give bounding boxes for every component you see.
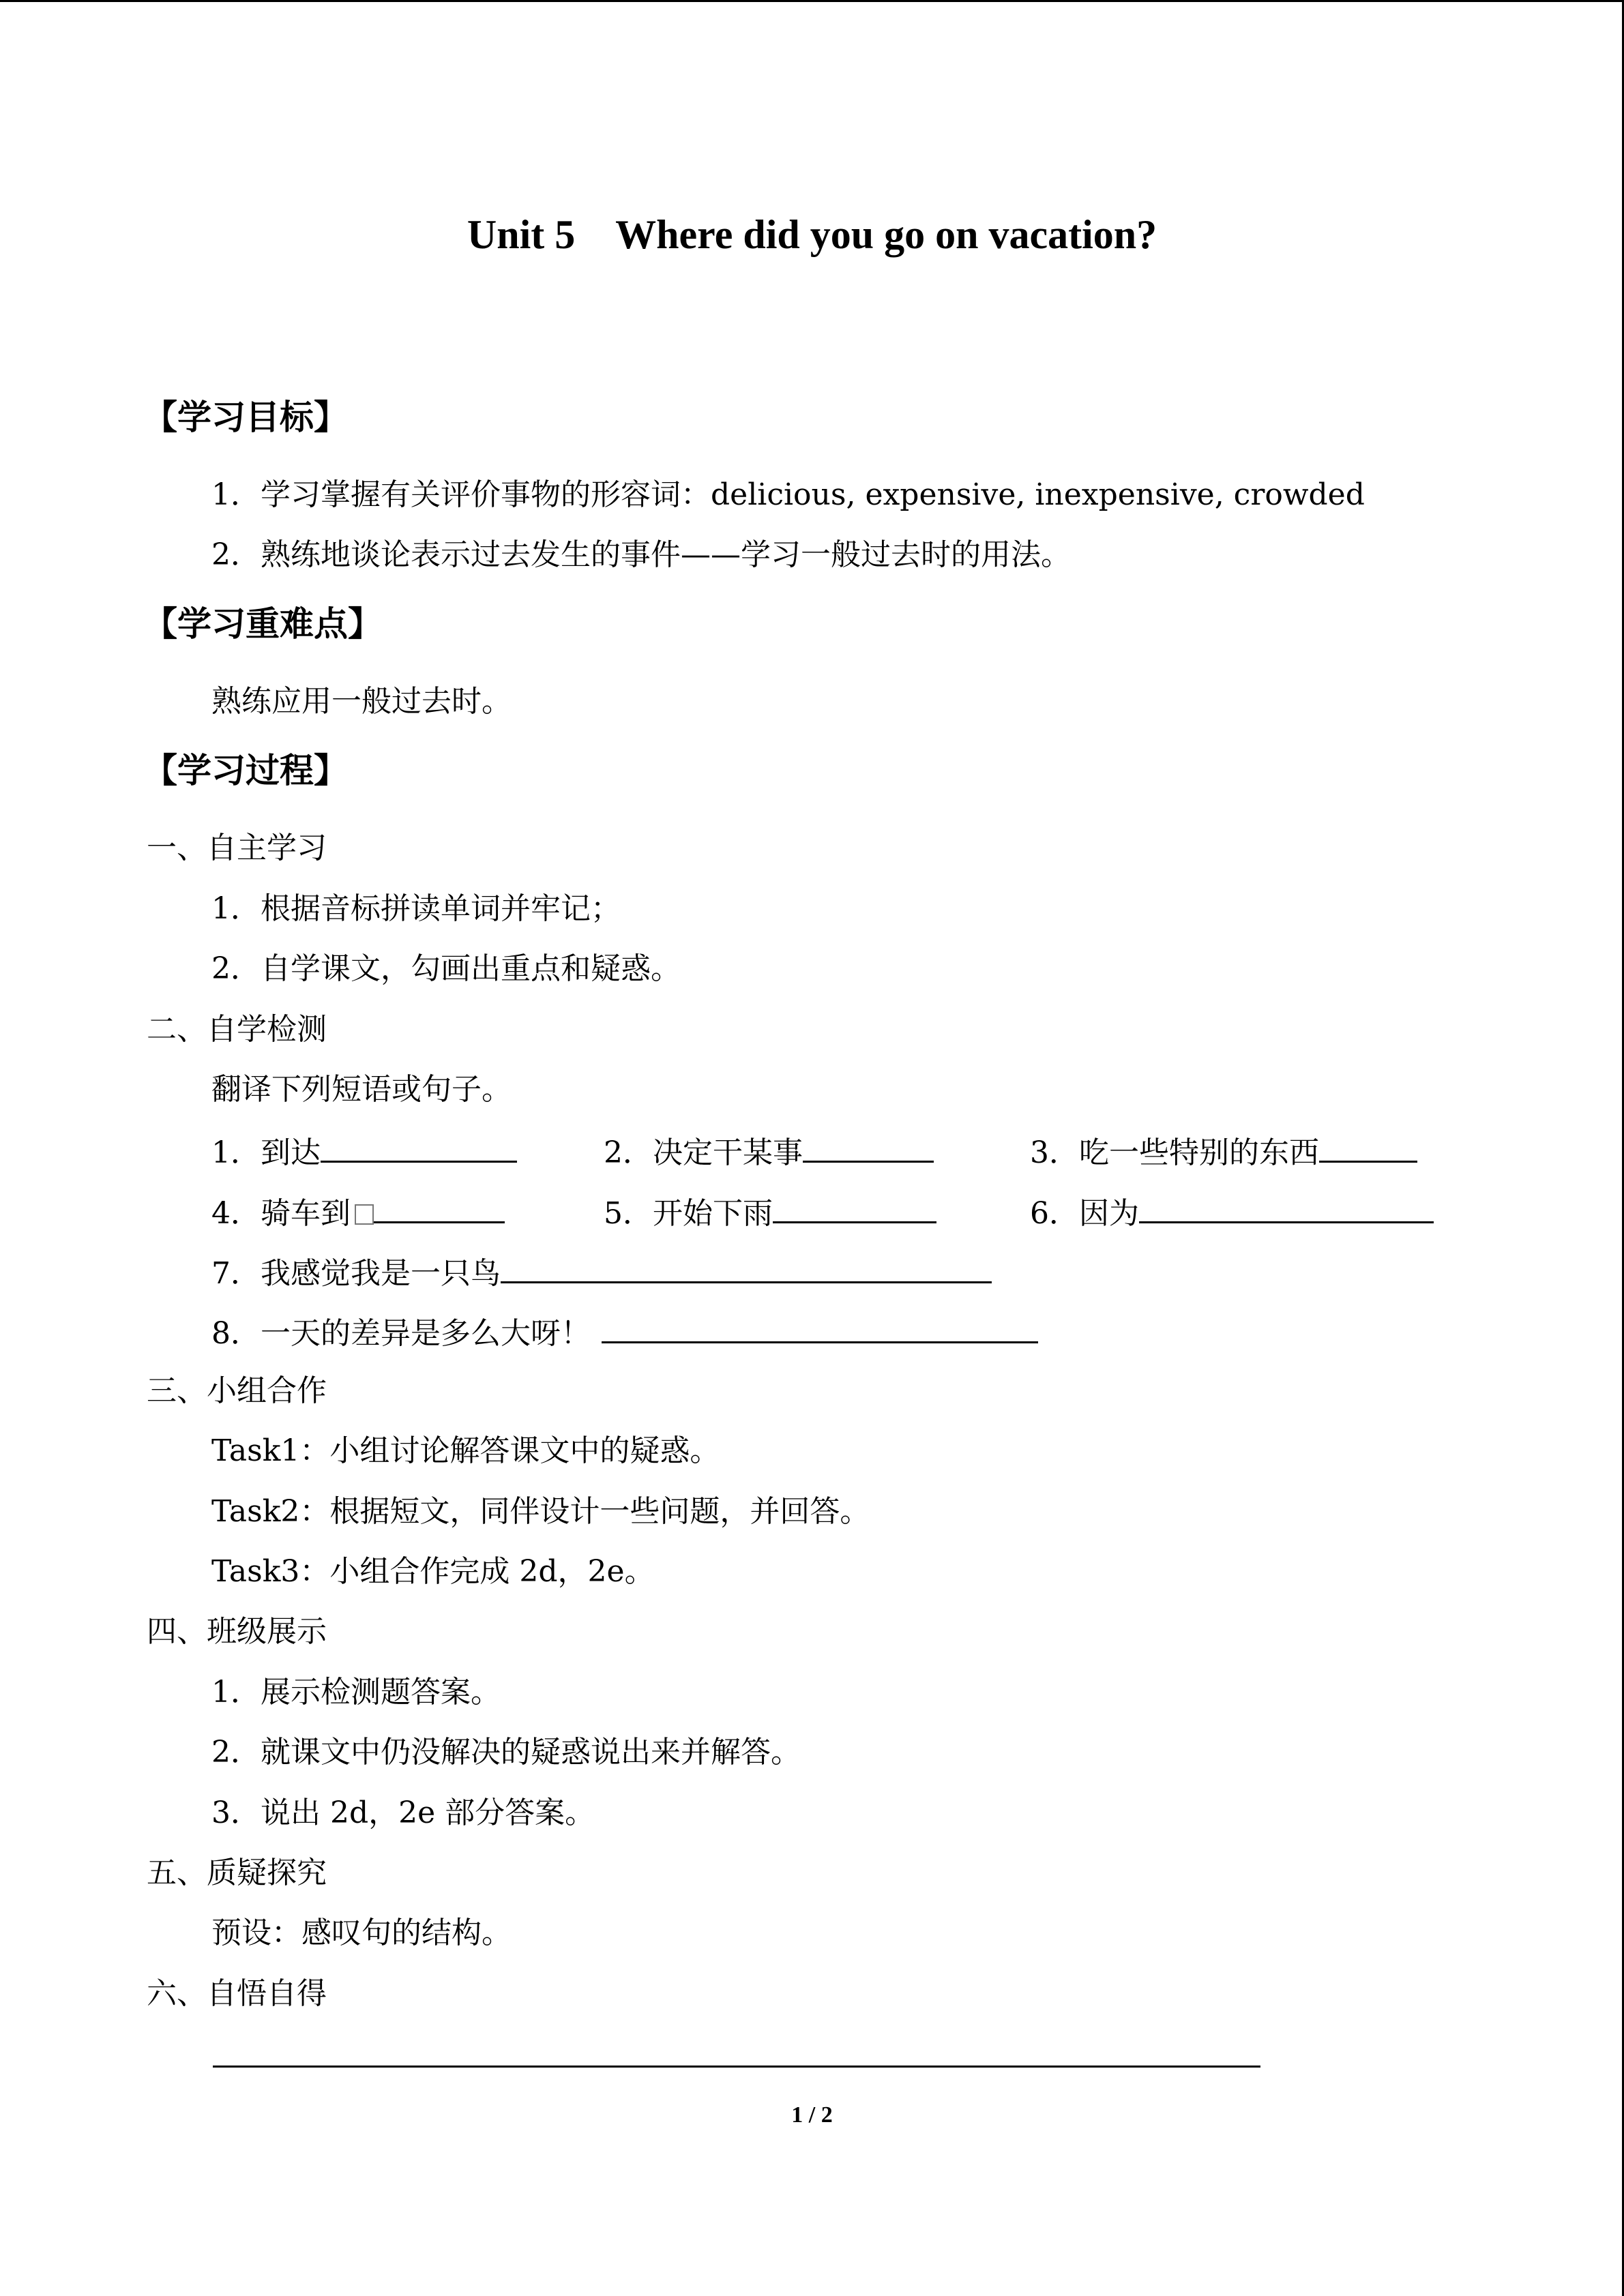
objective-item-1: 1．学习掌握有关评价事物的形容词：delicious, expensive, inexpensive, crowded xyxy=(211,477,1365,512)
question-3 xyxy=(1030,1132,1417,1172)
question-5-text: 5．开始下雨 xyxy=(604,1196,773,1231)
answer-blank-2[interactable] xyxy=(803,1132,934,1163)
question-8-text: 8．一天的差异是多么大呀！ xyxy=(211,1316,591,1351)
question-1 xyxy=(211,1132,517,1172)
answer-blank-6[interactable] xyxy=(1139,1193,1434,1223)
page-number: 1 / 2 xyxy=(791,2102,833,2128)
answer-blank-3[interactable] xyxy=(1319,1132,1417,1163)
question-5 xyxy=(604,1193,936,1232)
part1-item-1: 1．根据音标拼读单词并牢记； xyxy=(211,891,621,926)
part3-task-2: Task2：根据短文，同伴设计一些问题，并回答。 xyxy=(211,1494,870,1529)
question-7-text: 7．我感觉我是一只鸟 xyxy=(211,1256,501,1291)
question-1-text: 1．到达 xyxy=(211,1135,321,1170)
part6-title: 六、自悟自得 xyxy=(147,1976,327,2011)
answer-blank-5[interactable] xyxy=(773,1193,936,1223)
page-title: Unit 5 Where did you go on vacation? xyxy=(467,212,1157,257)
page-border-top xyxy=(0,0,1624,2)
footer-divider xyxy=(213,2066,1260,2068)
heading-process: 【学习过程】 xyxy=(143,751,348,790)
keypoints-text: 熟练应用一般过去时。 xyxy=(211,684,512,719)
question-4 xyxy=(211,1193,505,1232)
question-6 xyxy=(1030,1193,1434,1232)
answer-blank-8[interactable] xyxy=(602,1313,1038,1343)
question-2 xyxy=(604,1132,934,1172)
question-4-text: 4．骑车到 xyxy=(211,1196,351,1231)
question-2-text: 2．决定干某事 xyxy=(604,1135,803,1170)
question-7 xyxy=(211,1253,992,1292)
answer-blank-1[interactable] xyxy=(321,1132,517,1163)
objective-item-2: 2．熟练地谈论表示过去发生的事件——学习一般过去时的用法。 xyxy=(211,537,1071,572)
part5-text: 预设：感叹句的结构。 xyxy=(211,1915,512,1950)
part3-task-3: Task3：小组合作完成 2d，2e。 xyxy=(211,1554,655,1589)
question-6-text: 6．因为 xyxy=(1030,1196,1139,1231)
part5-title: 五、质疑探究 xyxy=(147,1855,327,1890)
part4-item-3: 3．说出 2d，2e 部分答案。 xyxy=(211,1795,595,1830)
part4-title: 四、班级展示 xyxy=(147,1614,327,1649)
part3-title: 三、小组合作 xyxy=(147,1373,327,1408)
unknown-glyph-box xyxy=(355,1204,374,1225)
part1-item-2: 2．自学课文，勾画出重点和疑惑。 xyxy=(211,951,681,986)
part2-instruction: 翻译下列短语或句子。 xyxy=(211,1072,512,1107)
heading-keypoints: 【学习重难点】 xyxy=(143,604,382,644)
part2-title: 二、自学检测 xyxy=(147,1012,327,1047)
question-8 xyxy=(211,1313,1038,1352)
part4-item-1: 1．展示检测题答案。 xyxy=(211,1675,501,1710)
question-3-text: 3．吃一些特别的东西 xyxy=(1030,1135,1319,1170)
part3-task-1: Task1：小组讨论解答课文中的疑惑。 xyxy=(211,1433,720,1468)
part4-item-2: 2．就课文中仍没解决的疑惑说出来并解答。 xyxy=(211,1735,801,1770)
answer-blank-7[interactable] xyxy=(501,1253,992,1283)
heading-objectives: 【学习目标】 xyxy=(143,398,348,437)
part1-title: 一、自主学习 xyxy=(147,831,327,865)
answer-blank-4[interactable] xyxy=(374,1193,505,1223)
